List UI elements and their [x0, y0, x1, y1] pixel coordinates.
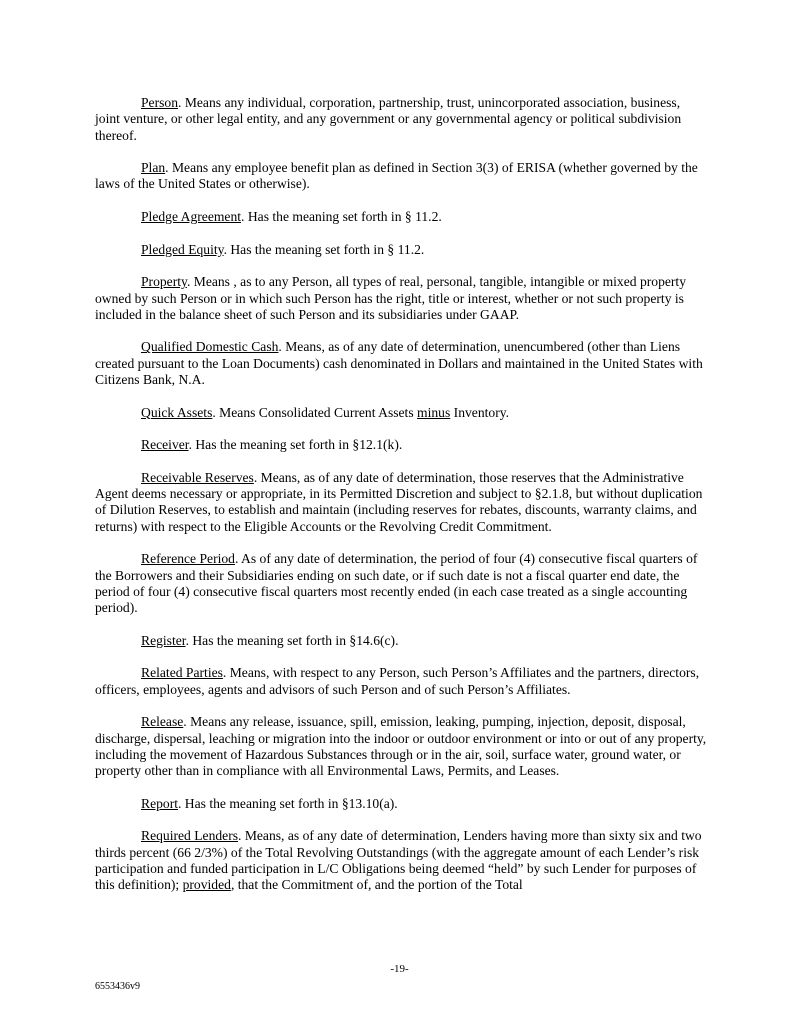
defined-term: Plan: [141, 160, 166, 176]
document-id: 6553436v9: [95, 981, 140, 992]
definitions-section: [95, 95, 707, 910]
definition-required-lenders: [95, 828, 707, 893]
definition-text: . Means, as of any date of determination, those reserves that the Administrative Agent deems necessary or appropriate, in its Permitted Discretion and subject to §2.1.8, but without duplication of Dilution Reserves, to establish and maintain (including reserves for rebates, discounts, warranty claims, and returns) with respect to the Eligible Accounts or the Revolving Credit Commitment.: [95, 469, 703, 534]
definition-quick-assets: [95, 405, 707, 421]
definition-text: . Has the meaning set forth in § 11.2.: [223, 241, 425, 257]
underlined-word: minus: [417, 404, 451, 420]
definition-plan: [95, 160, 707, 193]
definition-text: . Means any employee benefit plan as defined in Section 3(3) of ERISA (whether governed by the laws of the United States or otherwise).: [95, 160, 698, 192]
definition-text: Inventory.: [450, 404, 510, 420]
definition-text: . Means , as to any Person, all types of real, personal, tangible, intangible or mixed property owned by such Person or in which such Person has the right, title or interest, whether or not such property is included in the balance sheet of such Person and its subsidiaries under GAAP.: [95, 274, 687, 322]
definition-report: [95, 796, 707, 812]
defined-term: Pledge Agreement: [141, 209, 242, 225]
defined-term: Qualified Domestic Cash: [141, 339, 279, 355]
definition-text: . Means, as of any date of determination, unencumbered (other than Liens created pursuant to the Loan Documents) cash denominated in Dollars and maintained in the United States with Citizens Bank, N.A.: [95, 339, 703, 388]
defined-term: Quick Assets: [141, 404, 213, 420]
definition-receiver: [95, 437, 707, 453]
defined-term: Person: [141, 95, 179, 110]
definition-release: [95, 714, 707, 779]
definition-text: . Has the meaning set forth in §12.1(k).: [188, 437, 403, 453]
definition-receivable-reserves: [95, 470, 707, 535]
underlined-word: provided: [182, 877, 231, 893]
definition-property: [95, 274, 707, 323]
definition-text: . Means Consolidated Current Assets: [212, 404, 418, 420]
definition-pledged-equity: [95, 242, 707, 258]
definition-pledge-agreement: [95, 209, 707, 225]
definition-text: . Has the meaning set forth in §13.10(a).: [178, 795, 398, 811]
definition-related-parties: [95, 665, 707, 698]
definition-text: . Means, with respect to any Person, such Person’s Affiliates and the partners, directors, officers, employees, agents and advisors of such Person and of such Person’s Affiliates.: [95, 665, 700, 697]
defined-term: Reference Period: [141, 551, 235, 567]
definition-text: . Means any release, issuance, spill, emission, leaking, pumping, injection, deposit, disposal, discharge, dispersal, leaching or migration into the indoor or outdoor environment or into or out of any property, including the movement of Hazardous Substances through or in the air, soil, surface water, ground water, or property other than in compliance with all Environmental Laws, Permits, and Leases.: [95, 714, 707, 779]
definition-text: . As of any date of determination, the period of four (4) consecutive fiscal quarters of the Borrowers and their Subsidiaries ending on such date, or if such date is not a fiscal quarter end date, the period of four (4) consecutive fiscal quarters most recently ended (in each case treated as a single accounting period).: [95, 551, 698, 616]
definition-register: [95, 633, 707, 649]
definition-text: . Means, as of any date of determination, Lenders having more than sixty six and two thirds percent (66 2/3%) of the Total Revolving Outstandings (with the aggregate amount of each Lender’s risk participation and funded participation in L/C Obligations being deemed “held” by such Lender for purposes of this definition);: [95, 828, 702, 893]
page-number: -19-: [390, 963, 409, 975]
defined-term: Required Lenders: [141, 828, 239, 844]
defined-term: Related Parties: [141, 665, 223, 681]
defined-term: Release: [141, 714, 184, 730]
defined-term: Property: [141, 274, 187, 290]
definition-text: . Has the meaning set forth in § 11.2.: [241, 209, 442, 225]
definition-reference-period: [95, 551, 707, 616]
defined-term: Receivable Reserves: [141, 469, 254, 485]
defined-term: Report: [141, 795, 178, 811]
definition-text: . Has the meaning set forth in §14.6(c).: [185, 632, 399, 648]
definition-text: . Means any individual, corporation, partnership, trust, unincorporated association, business, joint venture, or other legal entity, and any government or any governmental agency or political subdivision thereof.: [95, 95, 682, 143]
definition-qualified-domestic-cash: [95, 339, 707, 388]
definition-text: , that the Commitment of, and the portion of the Total: [230, 877, 523, 893]
definition-person: [95, 95, 707, 144]
defined-term: Receiver: [141, 437, 189, 453]
defined-term: Pledged Equity: [141, 241, 224, 257]
defined-term: Register: [141, 632, 186, 648]
